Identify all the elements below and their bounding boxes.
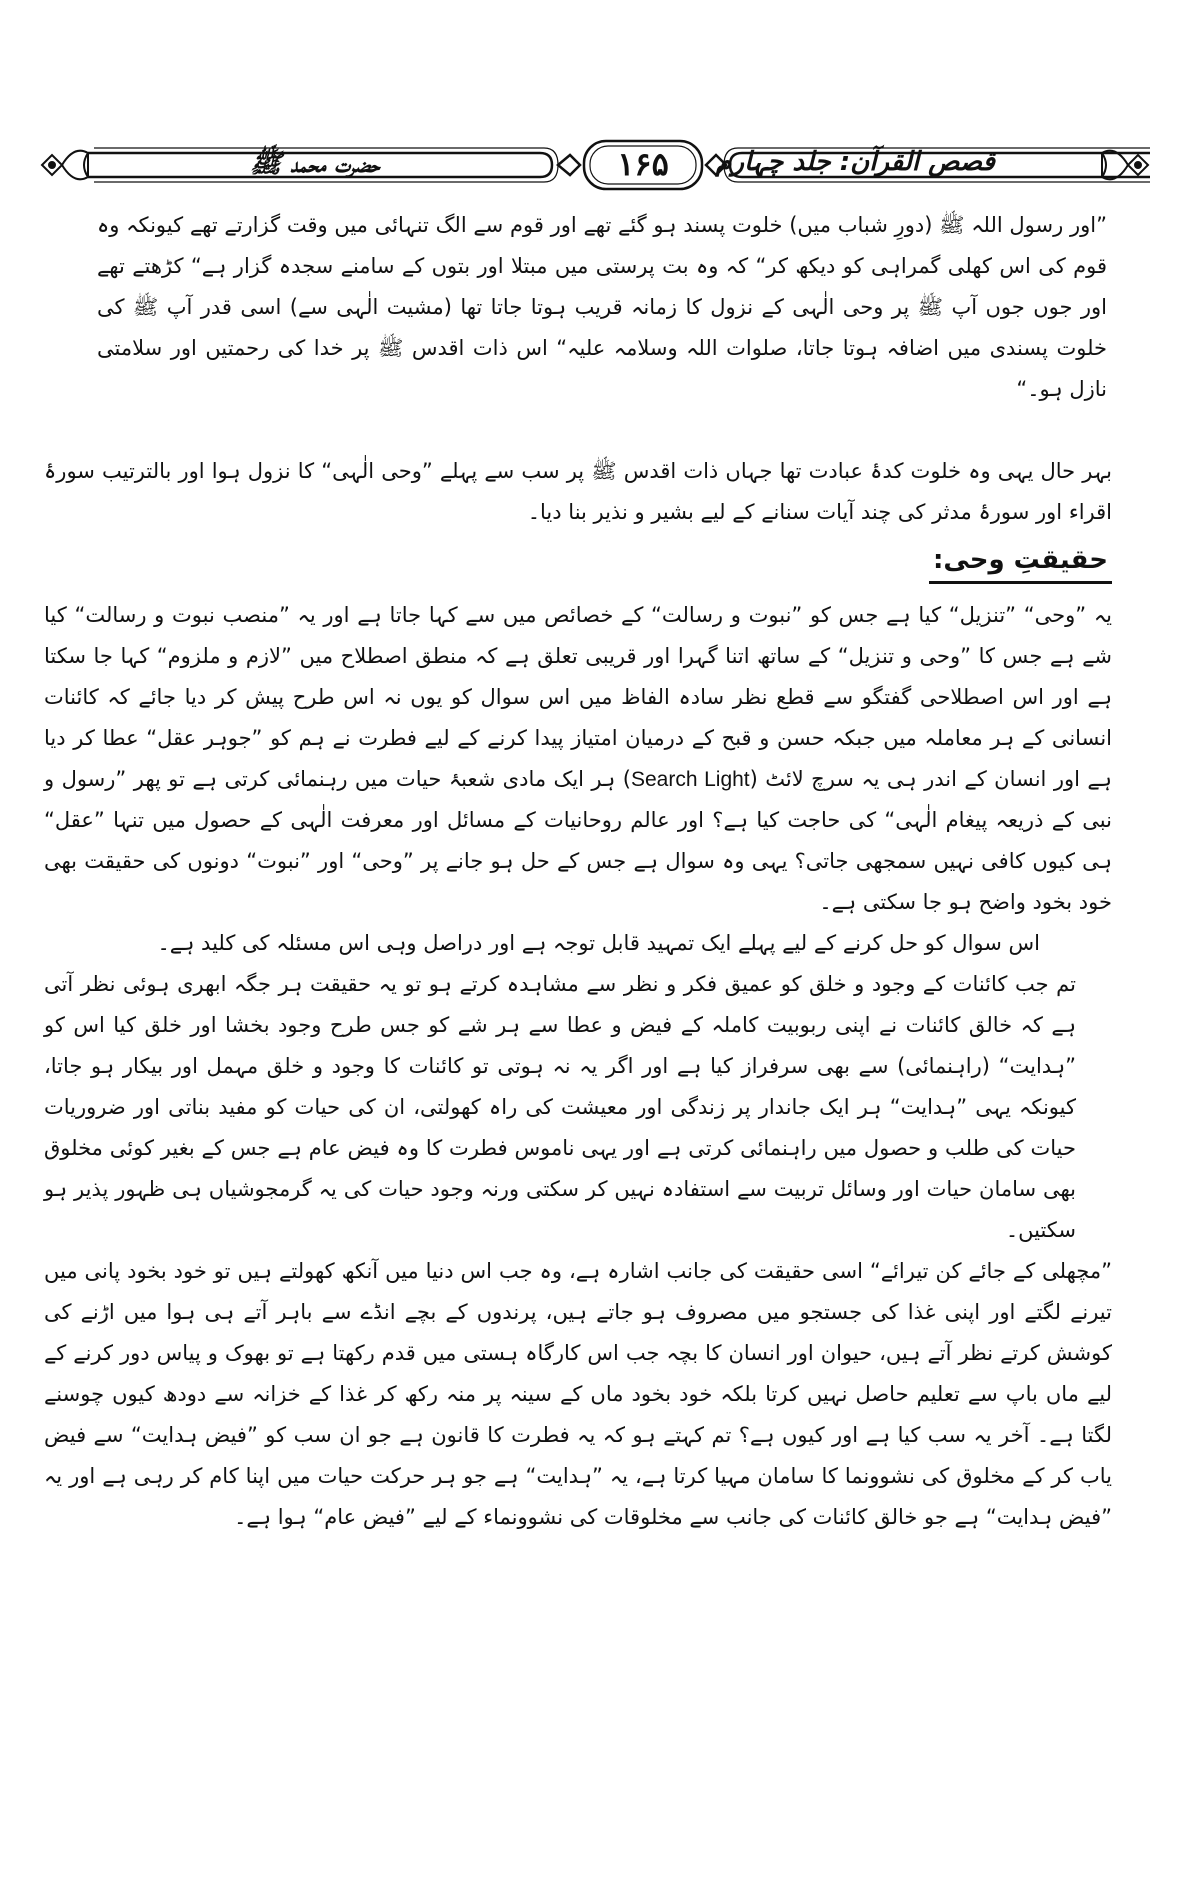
- page-number: ۱۶۵: [617, 145, 669, 183]
- paragraph-1-part-2: ) ہر ایک مادی شعبۂ حیات میں رہنمائی کرتی ہے تو پھر ”رسول و نبی کے ذریعہ پیغام الٰہی“ کی حاجت کیا ہے؟ اور عالم روحانیات کے مسائل اور معرفت الٰہی کے حصول میں تنہا ”عقل“ ہی کیوں کافی نہیں سمجھی جاتی؟ یہی وہ سوال ہے جس کے حل ہو جانے پر ”وحی“ اور ”نبوت“ دونوں کی حقیقت بھی خود بخود واضح ہو جا سکتی ہے۔: [44, 767, 1112, 914]
- after-quote-block: [44, 451, 1112, 533]
- paragraph-fish-example: ”مچھلی کے جائے کن تیرائے“ اسی حقیقت کی جانب اشارہ ہے، وہ جب اس دنیا میں آنکھ کھولتے ہیں تو خود بخود پانی میں تیرنے لگتے اور اپنی غذا کی جستجو میں مصروف ہو جاتے ہیں، پرندوں کے بچے انڈے سے باہر آتے ہی ہوا میں اڑنے کی کوشش کرتے نظر آتے ہیں، حیوان اور انسان کا بچہ جب اس کارگاہ ہستی میں قدم رکھتا ہے تو بھوک و پیاس دور کرنے کے لیے ماں باپ سے تعلیم حاصل نہیں کرتا بلکہ خود بخود ماں کے سینہ پر منہ رکھ کر غذا کے خزانہ سے دودھ کیوں چوسنے لگتا ہے۔ آخر یہ سب کیا ہے اور کیوں ہے؟ تم کہتے ہو کہ یہ فطرت کا قانون ہے جو ان سب کو ”فیض ہدایت“ سے فیض یاب کر کے مخلوق کی نشوونما کا سامان مہیا کرتا ہے، یہ ”ہدایت“ ہے جو ہر حرکت حیات میں اپنا کام کر رہی ہے اور یہ ”فیض ہدایت“ ہے جو خالق کائنات کی جانب سے مخلوقات کی نشوونماء کے لیے ”فیض عام“ ہوا ہے۔: [44, 1259, 1112, 1529]
- paragraph-1-part-1: یہ ”وحی“ ”تنزیل“ کیا ہے جس کو ”نبوت و رسالت“ کے خصائص میں سے کہا جاتا ہے اور یہ ”منصب نبوت و رسالت“ کیا شے ہے جس کا ”وحی و تنزیل“ کے ساتھ اتنا گہرا اور قریبی تعلق ہے کہ منطق اصطلاح میں ”لازم و ملزوم“ کہا جا سکتا ہے اور اس اصطلاحی گفتگو سے قطع نظر سادہ الفاظ میں اس سوال کو یوں نہ اس طرح پیش کر دیا جائے کہ کائنات انسانی کے ہر معاملہ میں جبکہ حسن و قبح کے درمیان امتیاز پیدا کرنے کے لیے فطرت نے ہم کو ”جوہر عقل“ عطا کر دیا ہے اور انسان کے اندر ہی یہ سرچ لائٹ (: [44, 603, 1112, 791]
- paragraph-hidayat: تم جب کائنات کے وجود و خلق کو عمیق فکر و نظر سے مشاہدہ کرتے ہو تو یہ حقیقت ہر جگہ ابھری ہوئی نظر آتی ہے کہ خالق کائنات نے اپنی ربوبیت کاملہ کے فیض و عطا سے ہر شے کو جس طرح وجود بخشا اور خلق کیا اس کو ”ہدایت“ (راہنمائی) سے بھی سرفراز کیا ہے اور اگر یہ نہ ہوتی تو کائنات کا وجود و خلق مہمل اور بیکار ہو جاتا، کیونکہ یہی ”ہدایت“ ہر ایک جاندار پر زندگی اور معیشت کی راہ کھولتی، ان کی حیات کو مفید بناتی اور ضروریات حیات کی طلب و حصول میں راہنمائی کرتی ہے اور یہی ناموس فطرت کا وہ فیض عام ہے جس کے بغیر کوئی مخلوق بھی سامان حیات اور وسائل تربیت سے استفادہ نہیں کر سکتی ورنہ وجود حیات کی یہ گرمجوشیاں ہی ظہور پذیر ہو سکتیں۔: [44, 972, 1076, 1242]
- left-ornament-icon: [42, 151, 88, 180]
- right-ornament-icon: [1102, 151, 1148, 180]
- paragraph-preamble: اس سوال کو حل کرنے کے لیے پہلے ایک تمہید قابل توجہ ہے اور دراصل وہی اس مسئلہ کی کلید ہے۔: [157, 931, 1040, 955]
- search-light-english: Search Light: [630, 768, 750, 791]
- page-header: [40, 135, 1150, 195]
- section-heading: حقیقتِ وحی:: [929, 542, 1112, 584]
- paragraph-wahi-question: [44, 595, 1112, 923]
- book-title: قصص القرآن: جلد چہارم: [715, 147, 995, 177]
- chapter-title: حضرت محمد ﷺ: [250, 149, 380, 179]
- body-text-block: [44, 595, 1112, 1538]
- intro-quote-paragraph: ”اور رسول اللہ ﷺ (دورِ شباب میں) خلوت پسند ہو گئے تھے اور قوم سے الگ تنہائی میں وقت گزارتے تھے کیونکہ وہ قوم کی اس کھلی گمراہی کو دیکھ کر“ کہ وہ بت پرستی میں مبتلا اور بتوں کے سامنے سجدہ گزار ہے“ کڑھتے تھے اور جوں جوں آپ ﷺ پر وحی الٰہی کے نزول کا زمانہ قریب ہوتا جاتا تھا (مشیت الٰہی سے) اسی قدر آپ ﷺ کی خلوت پسندی میں اضافہ ہوتا جاتا، صلوات اللہ وسلامہ علیہ“ اس ذات اقدس ﷺ پر خدا کی رحمتیں اور سلامتی نازل ہو۔“: [97, 213, 1107, 401]
- intro-quote-block: [97, 205, 1107, 410]
- after-quote-paragraph: بہر حال یہی وہ خلوت کدۂ عبادت تھا جہاں ذات اقدس ﷺ پر سب سے پہلے ”وحی الٰہی“ کا نزول ہوا اور بالترتیب سورۂ اقراء اور سورۂ مدثر کی چند آیات سنانے کے لیے بشیر و نذیر بنا دیا۔: [44, 459, 1112, 524]
